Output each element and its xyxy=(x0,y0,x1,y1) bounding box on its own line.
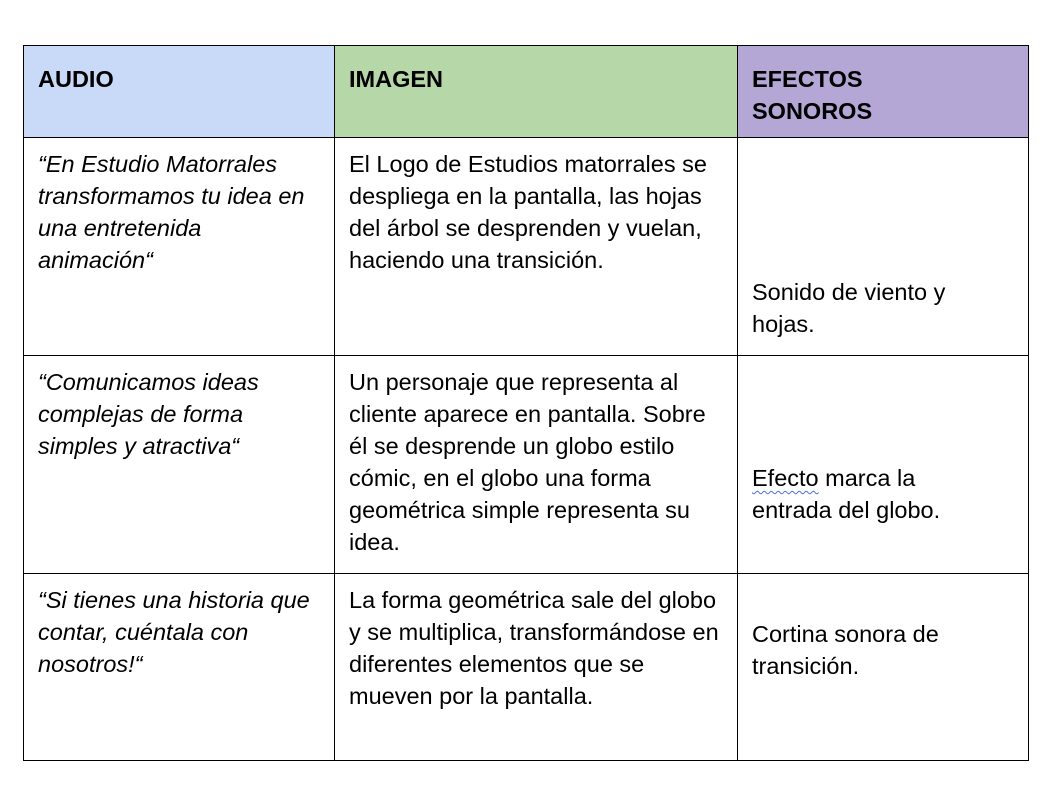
efecto-cell xyxy=(738,356,1029,574)
efecto-text: Sonido de viento y hojas. xyxy=(752,279,946,337)
header-audio: AUDIO xyxy=(24,46,335,138)
imagen-cell: La forma geométrica sale del globo y se multiplica, transformándose en diferentes elementos que se mueven por la pantalla. xyxy=(335,574,738,761)
table-row xyxy=(24,574,1029,761)
imagen-cell: Un personaje que representa al cliente aparece en pantalla. Sobre él se desprende un globo estilo cómic, en el globo una forma geométrica simple representa su idea. xyxy=(335,356,738,574)
audio-cell: “Comunicamos ideas complejas de forma simples y atractiva“ xyxy=(24,356,335,574)
header-imagen: IMAGEN xyxy=(335,46,738,138)
audio-cell: “En Estudio Matorrales transformamos tu idea en una entretenida animación“ xyxy=(24,138,335,356)
imagen-cell: El Logo de Estudios matorrales se despliega en la pantalla, las hojas del árbol se desprenden y vuelan, haciendo una transición. xyxy=(335,138,738,356)
header-efectos-sonoros: EFECTOS SONOROS xyxy=(738,46,1029,138)
efecto-text xyxy=(752,462,1014,526)
efecto-cell xyxy=(738,138,1029,356)
header-row xyxy=(24,46,1029,138)
audio-cell: “Si tienes una historia que contar, cuéntala con nosotros!“ xyxy=(24,574,335,761)
efecto-cell xyxy=(738,574,1029,761)
table-row xyxy=(24,138,1029,356)
script-table xyxy=(23,45,1029,761)
efecto-text: Cortina sonora de transición. xyxy=(752,621,939,679)
efecto-text-rest: marca la entrada del globo. xyxy=(752,465,941,523)
table-row xyxy=(24,356,1029,574)
spellcheck-word: Efecto xyxy=(752,465,819,491)
